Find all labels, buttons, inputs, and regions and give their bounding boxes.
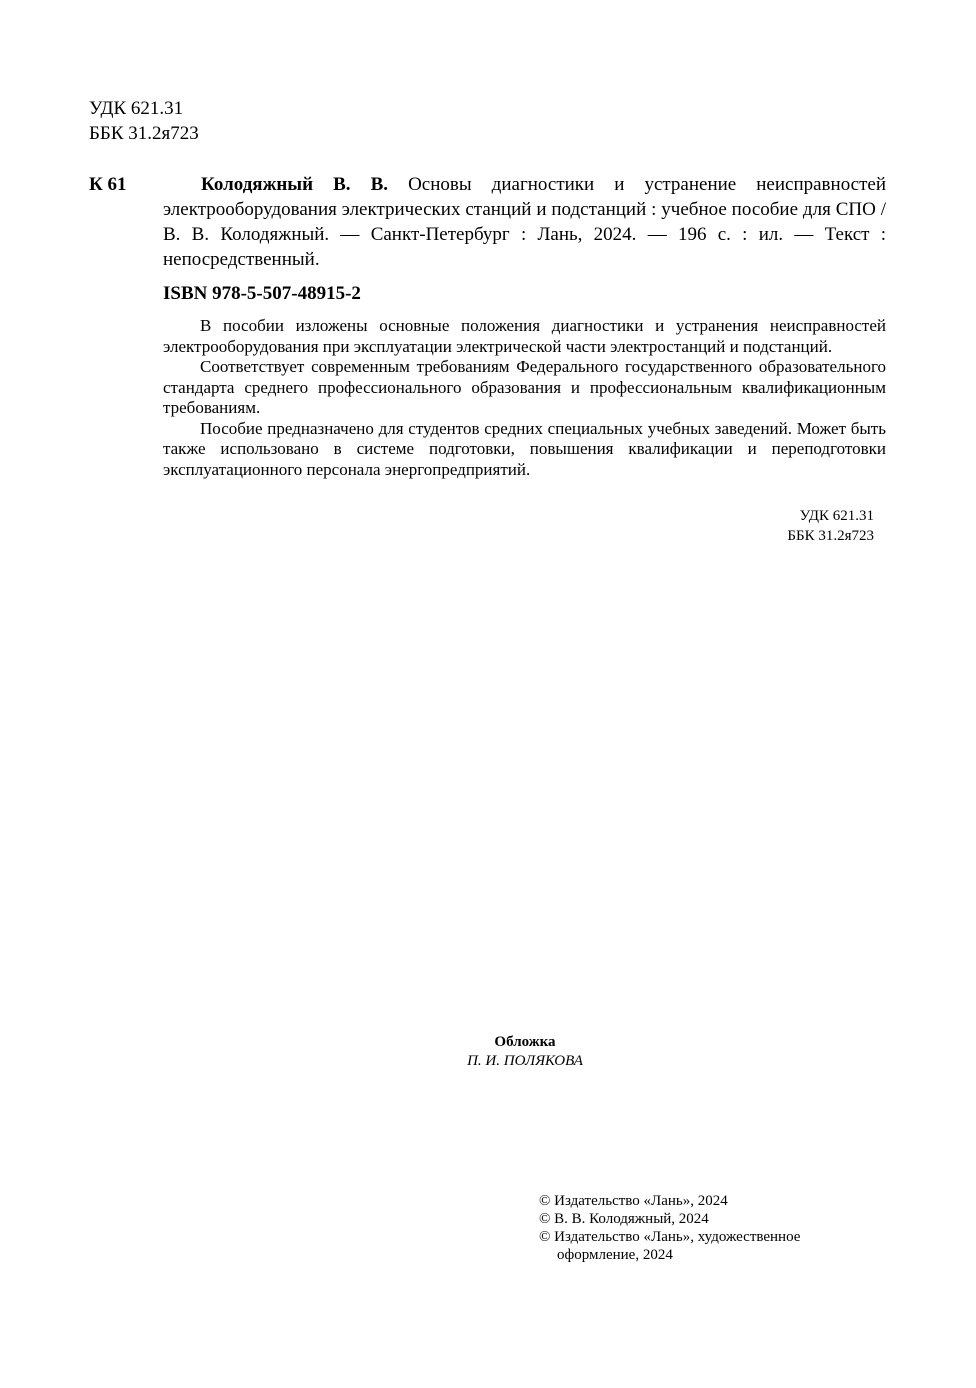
isbn: ISBN 978-5-507-48915-2 [163, 283, 361, 304]
annotation-paragraph: Соответствует современным требованиям Федерального государственного образовательного стандарта среднего профессионального образования и профессиональным квалификационным требованиям. [163, 357, 886, 417]
udk-code: УДК 621.31 [89, 98, 184, 119]
author-mark: К 61 [89, 174, 127, 195]
udk-code-bottom: УДК 621.31 [799, 508, 874, 524]
bbk-code-bottom: ББК 31.2я723 [787, 528, 874, 544]
record-author: Колодяжный В. В. [201, 174, 389, 195]
annotation [163, 316, 886, 480]
copyright-line: © В. В. Колодяжный, 2024 [539, 1211, 709, 1227]
bibliographic-record [163, 172, 886, 272]
annotation-paragraph: Пособие предназначено для студентов средних специальных учебных заведений. Может быть также использовано в системе подготовки, повышения квалификации и переподготовки эксплуатационного персонала энергопредприятий. [163, 418, 886, 479]
copyright-line-continued: оформление, 2024 [557, 1247, 673, 1263]
classification-header [89, 96, 199, 146]
bbk-code: ББК 31.2я723 [89, 123, 199, 144]
classification-footer [740, 506, 874, 546]
copyright-line: © Издательство «Лань», художественное [539, 1229, 801, 1245]
cover-designer: П. И. ПОЛЯКОВА [467, 1053, 583, 1069]
annotation-paragraph: В пособии изложены основные положения диагностики и устранения неисправностей электрооборудования при эксплуатации электрической части электростанций и подстанций. [163, 316, 886, 356]
copyright-line: © Издательство «Лань», 2024 [539, 1193, 728, 1209]
cover-title: Обложка [494, 1034, 556, 1050]
record-description: Основы диагностики и устранение неисправностей электрооборудования электрических станций и подстанций : учебное пособие для СПО / В. В. Колодяжный. — Санкт-Петербург : Лань, 2024. — 196 с. : ил. — Текст : непосредственный. [163, 174, 887, 270]
copyright-block [539, 1192, 859, 1264]
cover-credit [360, 1033, 690, 1071]
